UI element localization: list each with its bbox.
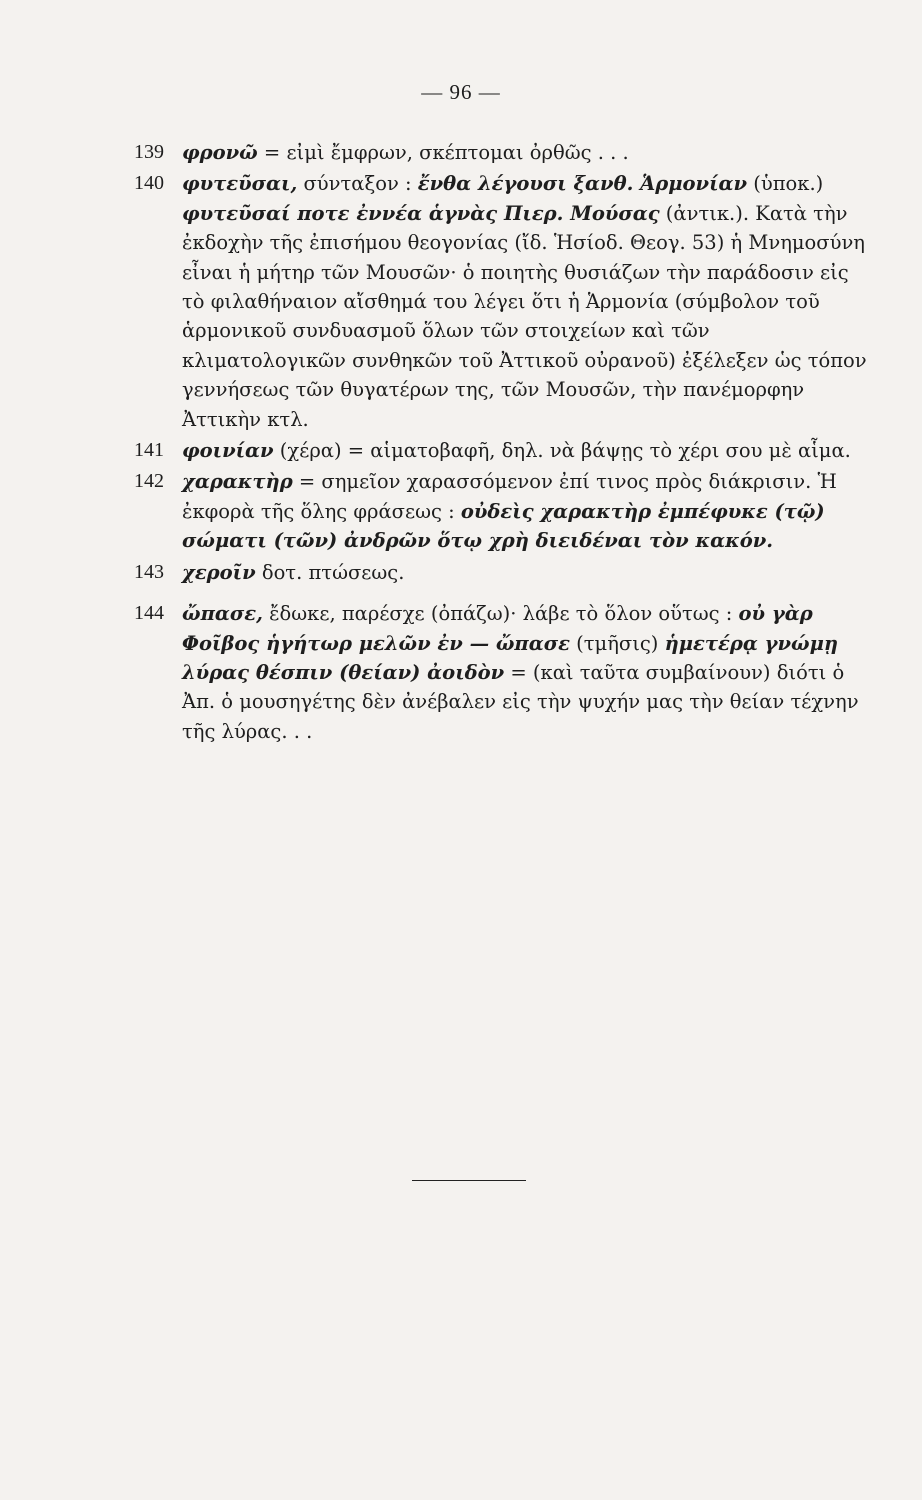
entry-number: 142 bbox=[134, 470, 164, 493]
lemma-text: ἔνθα λέγουσι ξανθ. Ἁρμονίαν bbox=[417, 172, 748, 196]
gloss-text: = εἰμὶ ἔμφρων, σκέπτομαι ὀρθῶς . . . bbox=[257, 141, 629, 164]
lemma-text: φοινίαν bbox=[182, 439, 274, 463]
entry-139 bbox=[134, 138, 868, 167]
lemma-text: χεροῖν bbox=[182, 560, 256, 584]
lemma-text: χαρακτὴρ bbox=[182, 470, 293, 494]
lemma-text: ἡμετέρᾳ γνώμῃ λύρας θέσπιν (θείαν) ἀοιδὸν bbox=[182, 631, 839, 684]
gloss-text: (χέρα) = αἱματοβαφῆ, δηλ. νὰ βάψῃς τὸ χέρι σου μὲ αἷμα. bbox=[273, 439, 851, 463]
entry-number: 140 bbox=[134, 172, 164, 195]
entry-number: 143 bbox=[134, 560, 164, 583]
gloss-text: δοτ. πτώσεως. bbox=[255, 560, 405, 584]
gloss-text: (τμῆσις) bbox=[569, 631, 665, 655]
gloss-text: (ὑποκ.) bbox=[747, 172, 824, 196]
entry-144 bbox=[134, 599, 868, 746]
page-number: — 96 — bbox=[421, 80, 501, 104]
gloss-text: = (καὶ ταῦτα συμβαίνουν) διότι ὁ Ἀπ. ὁ μουσηγέτης δὲν ἀνέβαλεν εἰς τὴν ψυχήν μας τὴν θείαν τέχνην τῆς λύρας. . . bbox=[182, 660, 859, 743]
entry-142 bbox=[134, 467, 868, 555]
lemma-text: φυτεῦσαι, bbox=[182, 172, 298, 196]
entry-number: 144 bbox=[134, 602, 164, 625]
entry-141 bbox=[134, 436, 868, 465]
lemma-text: φρονῶ bbox=[182, 141, 258, 164]
entry-143 bbox=[134, 558, 868, 587]
glossary-entries bbox=[134, 138, 868, 748]
lemma-text: οὐδεὶς χαρακτὴρ ἐμπέφυκε (τῷ) σώματι (τῶν) ἀνδρῶν ὅτῳ χρὴ διειδέναι τὸν κακόν. bbox=[182, 499, 825, 553]
gloss-text: ἔδωκε, παρέσχε (ὀπάζω)· λάβε τὸ ὅλον οὕτως : bbox=[262, 602, 739, 626]
gloss-text: (ἀντικ.). Κατὰ τὴν ἐκδοχὴν τῆς ἐπισήμου θεογονίας (ἴδ. Ἡσίοδ. Θεογ. 53) ἡ Μνημοσύνη εἶναι ἡ μήτηρ τῶν Μουσῶν· ὁ ποιητὴς θυσιάζων τὴν παράδοσιν εἰς τὸ φιλαθήναιον αἴσθημά του λέγει ὅτι ἡ Ἁρμονία (σύμβολον τοῦ ἁρμονικοῦ συνδυασμοῦ ὅλων τῶν στοιχείων καὶ τῶν κλιματολογικῶν συνθηκῶν τοῦ Ἀττικοῦ οὐρανοῦ) ἐξέλεξεν ὡς τόπον γεννήσεως τῶν θυγατέρων της, τῶν Μουσῶν, τὴν πανέμορφην Ἀττικὴν κτλ. bbox=[182, 201, 867, 431]
entry-number: 141 bbox=[134, 439, 164, 462]
lemma-text: οὐ γὰρ Φοῖβος ἡγήτωρ μελῶν ἐν — ὤπασε bbox=[182, 602, 813, 655]
gloss-text: = σημεῖον χαρασσόμενον ἐπί τινος πρὸς διάκρισιν. Ἡ ἐκφορὰ τῆς ὅλης φράσεως : bbox=[182, 470, 837, 523]
entry-number: 139 bbox=[134, 141, 164, 163]
entry-140 bbox=[134, 169, 868, 434]
gloss-text: σύνταξον : bbox=[297, 172, 418, 196]
section-divider bbox=[412, 1180, 526, 1181]
lemma-text: φυτεῦσαί ποτε ἐννέα ἁγνὰς Πιερ. Μούσας bbox=[182, 201, 660, 225]
lemma-text: ὤπασε, bbox=[182, 602, 263, 626]
